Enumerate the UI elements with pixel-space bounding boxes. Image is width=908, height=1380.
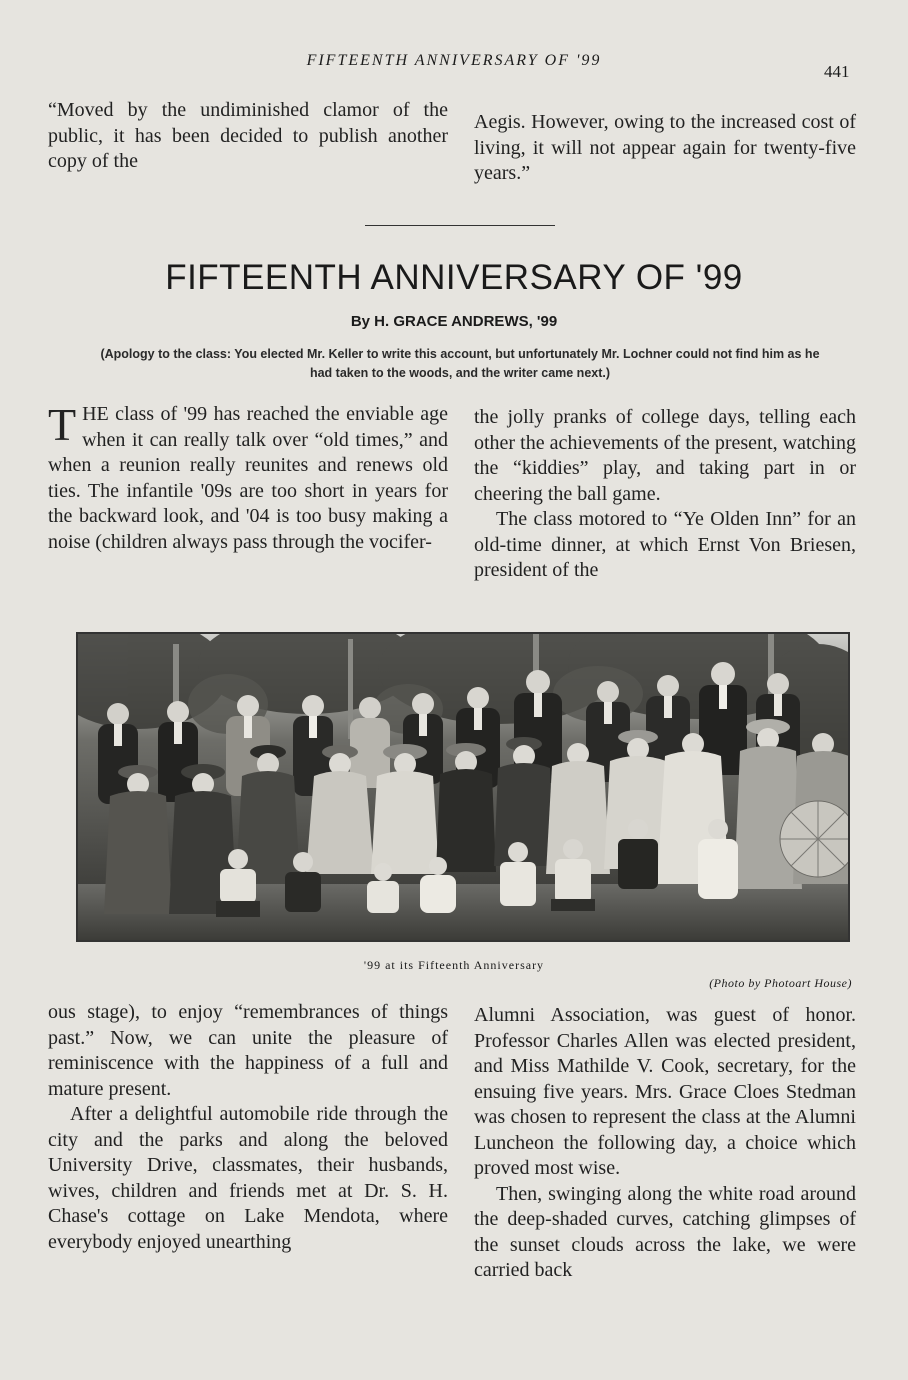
article-column-lower-left [48,1000,448,1255]
article-column-upper-right [474,405,856,584]
running-head: FIFTEENTH ANNIVERSARY OF '99 [306,52,602,69]
article-column-upper-left [48,399,448,555]
article-byline: By H. GRACE ANDREWS, '99 [350,313,558,330]
article-paragraph: ous stage), to enjoy “remembrances of things past.” Now, we can unite the pleasure of reminiscence with the happiness of a full and mature present. [48,1001,448,1100]
previous-article-text-2: Aegis. However, owing to the increased cost of living, it will not appear again for twenty-five years.” [474,111,856,184]
opening-text: HE class of '99 has reached the enviable age when it can really talk over “old times,” and when a reunion really reunites and renews old ties. The infantile '09s are too short in years for the backward look, and '04 is too busy making a noise (children always pass through the vocifer- [48,403,448,553]
article-paragraph: Then, swinging along the white road around the deep-shaded curves, catching glimpses of the sunset clouds across the lake, we were carried back [474,1182,856,1281]
previous-article-text-1: “Moved by the undiminished clamor of the public, it has been decided to publish another copy of the [48,99,448,172]
article-apology-note: (Apology to the class: You elected Mr. Keller to write this account, but unfortunately Mr. Lochner could not find him as he had taken to the woods, and the writer came next.) [100,347,820,380]
article-paragraph: The class motored to “Ye Olden Inn” for an old-time dinner, at which Ernst Von Briesen, president of the [474,508,856,581]
section-divider [365,225,555,226]
previous-article-column-1 [48,98,448,175]
article-paragraph-opening [48,399,448,555]
group-photo-image [78,634,848,940]
group-photograph [76,632,850,942]
page-number: 441 [824,62,850,81]
previous-article-column-2 [474,110,856,187]
photo-caption: '99 at its Fifteenth Anniversary [363,958,545,972]
article-column-lower-right [474,1003,856,1284]
photo-credit: (Photo by Photoart House) [709,976,852,990]
drop-cap: T [48,399,77,450]
article-title: FIFTEENTH ANNIVERSARY OF '99 [165,258,743,297]
article-paragraph: the jolly pranks of college days, telling each other the achievements of the present, watching the “kiddies” play, and taking part in or cheering the ball game. [474,406,856,505]
article-paragraph: Alumni Association, was guest of honor. Professor Charles Allen was elected president, and Miss Mathilde V. Cook, secretary, for the ensuing five years. Mrs. Grace Cloes Stedman was chosen to represent the class at the Alumni Luncheon the following day, a choice which proved most wise. [474,1004,856,1179]
article-paragraph: After a delightful automobile ride through the city and the parks and along the beloved University Drive, classmates, their husbands, wives, children and friends met at Dr. S. H. Chase's cottage on Lake Mendota, where everybody enjoyed unearthing [48,1103,448,1253]
